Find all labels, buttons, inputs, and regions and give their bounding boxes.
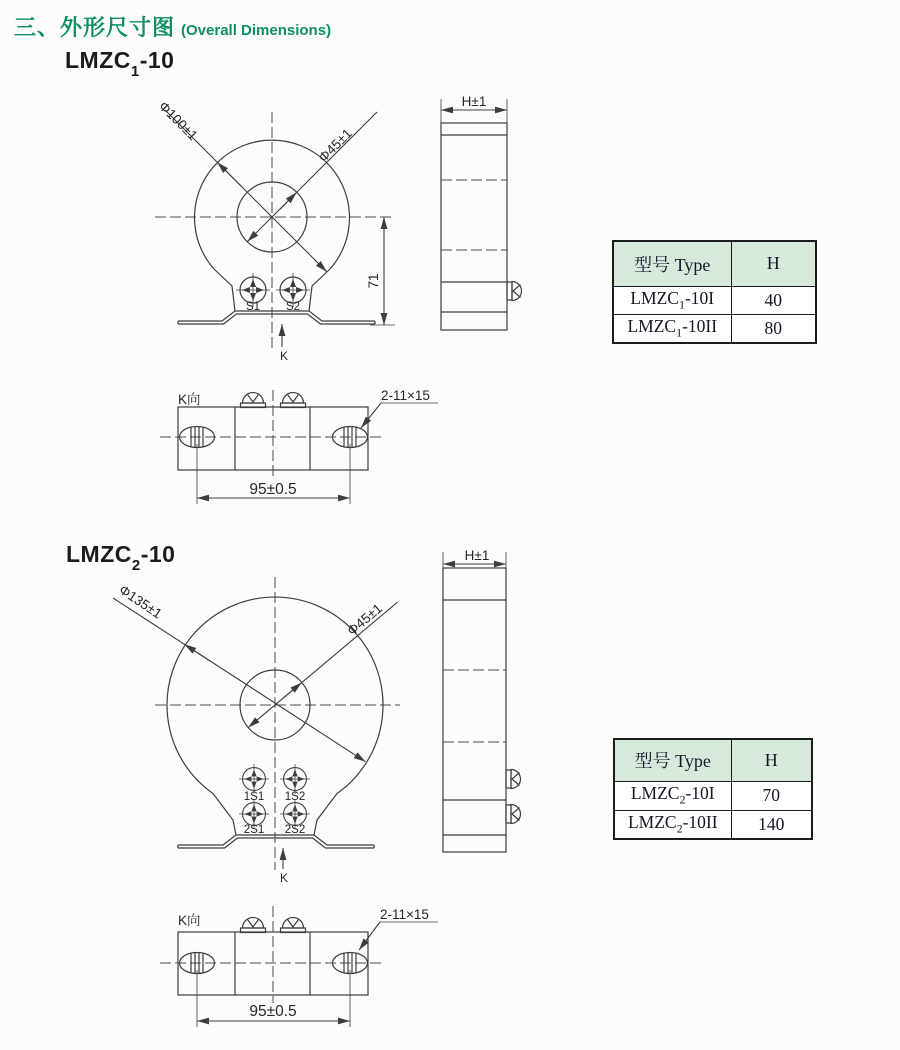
dim-h-label: H±1 xyxy=(461,94,487,109)
lmzc1-side-view xyxy=(441,94,522,330)
table-row xyxy=(614,781,812,810)
model-prefix: LMZC xyxy=(66,541,132,567)
lmzc2-bottom-view xyxy=(160,906,438,1027)
terminal-label-s2: S2 xyxy=(285,301,301,313)
slot-size-label: 2-11×15 xyxy=(380,907,429,922)
terminal-screw-icon xyxy=(280,764,310,794)
lmzc2-side-view xyxy=(443,548,521,852)
model-sub: 1 xyxy=(130,62,140,80)
terminal-label-1s2: 1S2 xyxy=(284,791,306,803)
lmzc1-front-view xyxy=(155,99,395,363)
h-cell: 70 xyxy=(731,781,812,810)
model-suffix: -10 xyxy=(140,541,176,567)
dome-screw-icon xyxy=(281,918,306,933)
terminal-screw-icon xyxy=(239,764,269,794)
terminal-label-2s1: 2S1 xyxy=(243,824,265,836)
col-type-header: 型号 Type xyxy=(614,739,731,781)
table-header-row xyxy=(613,241,816,286)
dim-inner-diameter: Φ45±1 xyxy=(315,125,355,166)
page-title-zh: 三、外形尺寸图 xyxy=(14,15,176,40)
dim-h-label: H±1 xyxy=(464,548,490,563)
side-screw-icon xyxy=(506,805,521,824)
model-sub: 2 xyxy=(131,556,141,574)
table-row xyxy=(614,810,812,839)
k-view-arrow-label: K xyxy=(279,871,289,885)
model-suffix: -10 xyxy=(139,47,175,73)
table-row xyxy=(613,286,816,314)
side-screw-icon xyxy=(507,282,522,301)
spec-table-lmzc1 xyxy=(612,240,817,344)
lmzc2-front-view xyxy=(113,577,400,885)
dome-screw-icon xyxy=(281,393,306,408)
dim-width-95: 95±0.5 xyxy=(249,481,297,498)
dim-width-95: 95±0.5 xyxy=(249,1003,297,1020)
table-header-row xyxy=(614,739,812,781)
page-title-en: (Overall Dimensions) xyxy=(181,22,332,39)
dim-inner-diameter: Φ45±1 xyxy=(344,600,386,639)
h-cell: 80 xyxy=(731,314,816,343)
type-cell: $LMZC_1-10II$ xyxy=(613,314,731,343)
col-h-header: H xyxy=(731,739,812,781)
dome-screw-icon xyxy=(241,918,266,933)
dim-height-71: 71 xyxy=(366,273,381,289)
type-cell: $LMZC_2-10I$ xyxy=(614,781,731,810)
lmzc1-bottom-view xyxy=(160,388,438,504)
terminal-label-2s2: 2S2 xyxy=(284,824,306,836)
spec-table-lmzc2 xyxy=(613,738,813,840)
terminal-label-s1: S1 xyxy=(245,301,261,313)
k-view-title: K向 xyxy=(178,392,201,407)
h-cell: 40 xyxy=(731,286,816,314)
slot-size-label: 2-11×15 xyxy=(381,388,430,403)
table-row xyxy=(613,314,816,343)
terminal-label-1s1: 1S1 xyxy=(243,791,265,803)
h-cell: 140 xyxy=(731,810,812,839)
col-type-header: 型号 Type xyxy=(613,241,731,286)
side-screw-icon xyxy=(506,770,521,789)
k-view-title: K向 xyxy=(178,913,201,928)
dome-screw-icon xyxy=(241,393,266,408)
type-cell: $LMZC_1-10I$ xyxy=(613,286,731,314)
col-h-header: H xyxy=(731,241,816,286)
k-view-arrow-label: K xyxy=(279,349,289,363)
type-cell: $LMZC_2-10II$ xyxy=(614,810,731,839)
dim-outer-diameter: Φ100±1 xyxy=(155,98,201,144)
dim-outer-diameter: Φ135±1 xyxy=(116,582,165,622)
model-prefix: LMZC xyxy=(65,47,131,73)
